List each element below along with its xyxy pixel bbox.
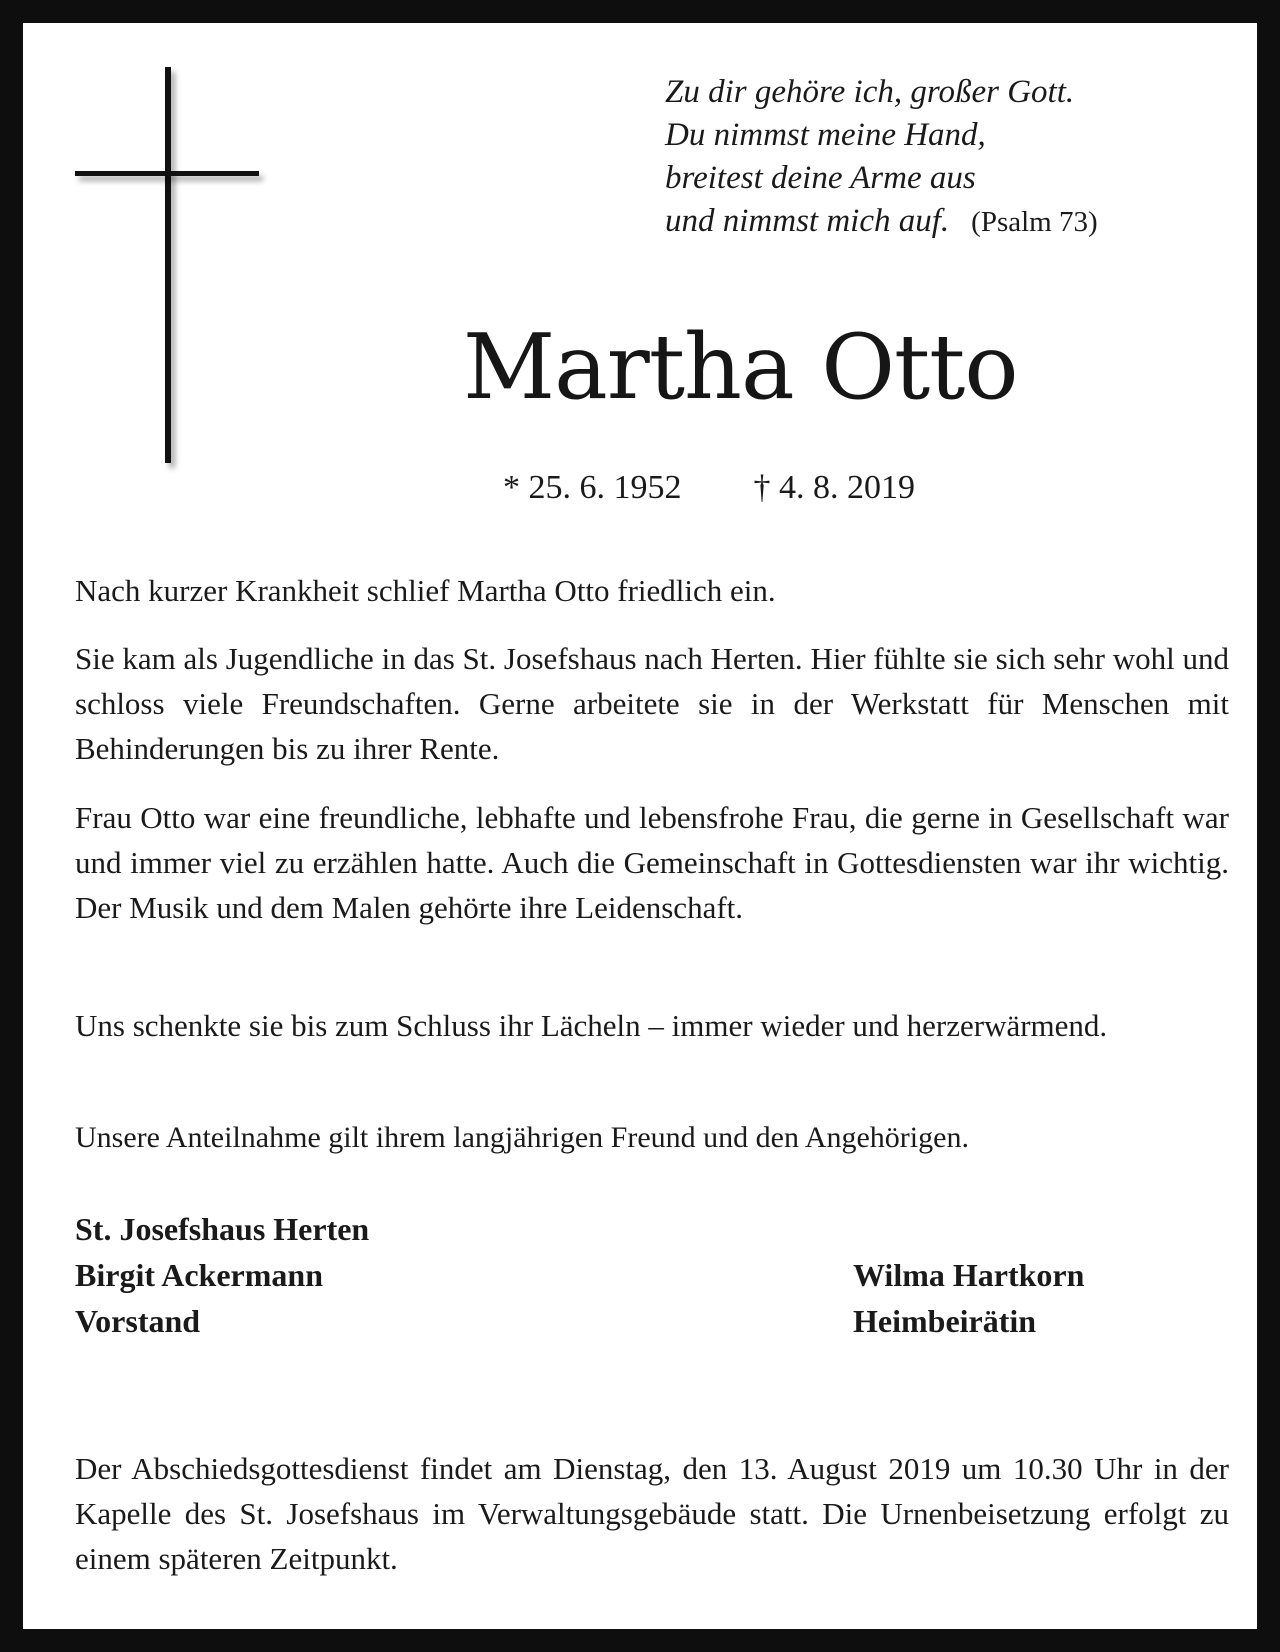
cross-icon-crossbar xyxy=(75,171,259,176)
death-date: † 4. 8. 2019 xyxy=(753,469,915,506)
psalm-line: breitest deine Arme aus xyxy=(665,160,976,196)
signature-role: Heimbeirätin xyxy=(853,1303,1037,1339)
psalm-line-last xyxy=(665,200,1225,244)
deceased-name: Martha Otto xyxy=(463,315,1018,420)
birth-date: * 25. 6. 1952 xyxy=(503,469,682,506)
paragraph-intro: Nach kurzer Krankheit schlief Martha Otto friedlich ein. xyxy=(75,573,776,608)
signature-block-right xyxy=(853,1252,1084,1344)
signature-block-left xyxy=(75,1206,369,1344)
paragraph-character: Frau Otto war eine freundliche, lebhafte und lebensfrohe Frau, die gerne in Gesellschaft war und immer viel zu erzählen hatte. Auch die Gemeinschaft in Gottesdiensten war ihr wichtig. Der Musik und dem Malen gehörte ihre Leidenschaft. xyxy=(75,800,1229,925)
signature-name: Wilma Hartkorn xyxy=(853,1257,1085,1293)
signature-name: Birgit Ackermann xyxy=(75,1257,323,1293)
paragraph-smile: Uns schenkte sie bis zum Schluss ihr Lächeln – immer wieder und herzerwärmend. xyxy=(75,1008,1108,1043)
signature-organization: St. Josefshaus Herten xyxy=(75,1211,370,1247)
cross-icon xyxy=(165,67,171,463)
paragraph-biography: Sie kam als Jugendliche in das St. Josefshaus nach Herten. Hier fühlte sie sich sehr wohl und schloss viele Freundschaften. Gerne arbeitete sie in der Werkstatt für Menschen mit Behinderungen bis zu ihrer Rente. xyxy=(75,641,1229,766)
psalm-line: Zu dir gehöre ich, großer Gott. xyxy=(665,74,1075,110)
obituary-content xyxy=(23,23,1257,1629)
psalm-line-text: und nimmst mich auf. xyxy=(665,203,950,239)
service-notice: Der Abschiedsgottesdienst findet am Dienstag, den 13. August 2019 um 10.30 Uhr in der Kapelle des St. Josefshaus im Verwaltungsgebäude statt. Die Urnenbeisetzung erfolgt zu einem späteren Zeitpunkt. xyxy=(75,1451,1229,1576)
life-dates xyxy=(503,466,915,510)
signature-role: Vorstand xyxy=(75,1303,201,1339)
psalm-source: (Psalm 73) xyxy=(971,206,1098,238)
paragraph-condolence: Unsere Anteilnahme gilt ihrem langjährigen Freund und den Angehörigen. xyxy=(75,1121,969,1154)
psalm-quote xyxy=(665,71,1225,244)
psalm-line: Du nimmst meine Hand, xyxy=(665,117,986,153)
